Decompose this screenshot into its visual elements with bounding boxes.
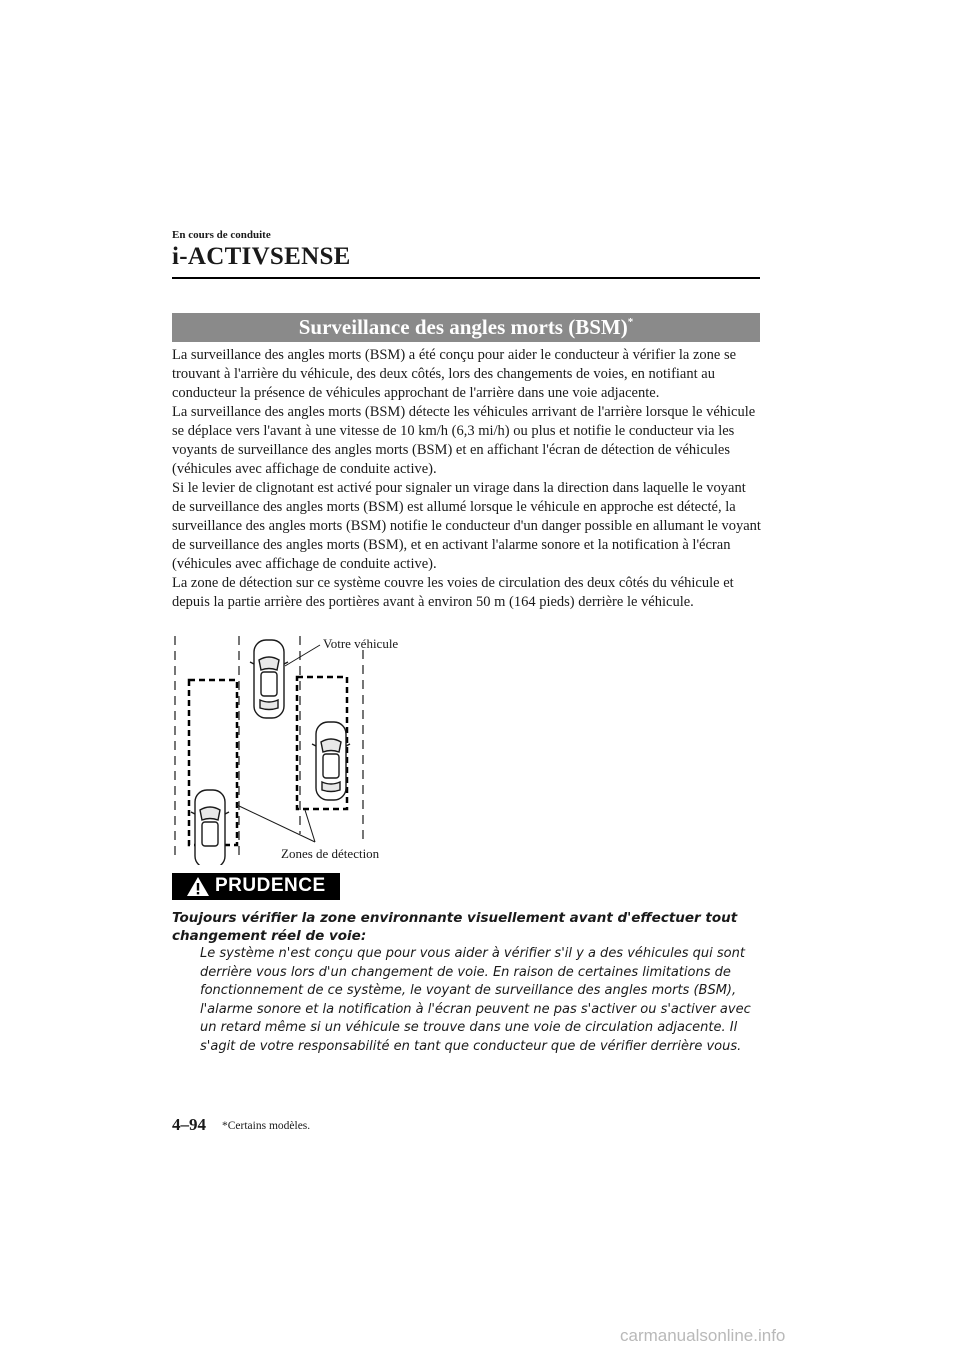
caution-text: Le système n'est conçu que pour vous aider à vérifier s'il y a des véhicules qui sont derrière vous lors d'un changement de voie. En raison de certaines limitations de fonctionnement de ce système, le voyant de surveillance des angles morts (BSM), l'alarme sonore et la notification à l'écran peuvent ne pas s'activer ou s'activer avec un retard même si un véhicule se trouve dans une voie de circulation adjacente. Il s'agit de votre responsabilité en tant que conducteur que de vérifier derrière vous.	[200, 946, 751, 1054]
section-label: En cours de conduite	[172, 229, 271, 241]
paragraph: La zone de détection sur ce système couvre les voies de circulation des deux côtés du véhicule et depuis la partie arrière des portières avant à environ 50 m (164 pieds) derrière le véhicule.	[172, 575, 734, 610]
rear-vehicle-right	[312, 722, 350, 800]
watermark: carmanualsonline.info	[620, 1326, 786, 1345]
label-detection-zones: Zones de détection	[281, 846, 380, 861]
title-text: Surveillance des angles morts (BSM)	[298, 315, 628, 339]
detection-zone-diagram	[165, 630, 415, 865]
title-marker: *	[627, 316, 634, 328]
warning-icon	[186, 876, 210, 897]
caution-label: PRUDENCE	[215, 875, 326, 896]
paragraph: La surveillance des angles morts (BSM) a été conçu pour aider le conducteur à vérifier la zone se trouvant à l'arrière du véhicule, des deux côtés, lors des changements de voies, en notifiant au conducteur la présence de véhicules approchant de l'arrière dans une voie adjacente.	[172, 347, 737, 401]
rear-vehicle-left	[191, 790, 229, 865]
label-your-vehicle: Votre véhicule	[323, 636, 399, 651]
your-vehicle	[250, 640, 288, 718]
paragraph: Si le levier de clignotant est activé pour signaler un virage dans la direction dans laquelle le voyant de surveillance des angles morts (BSM) est allumé lorsque le véhicule en approche est détecté, la surveillance des angles morts (BSM) notifie le conducteur d'un danger possible en allumant le voyant de surveillance des angles morts (BSM), et en activant l'alarme sonore et la notification à l'écran (véhicules avec affichage de conduite active).	[172, 480, 761, 572]
footnote: *Certains modèles.	[222, 1120, 311, 1132]
chapter-title: i-ACTIVSENSE	[172, 243, 351, 270]
header-rule	[172, 277, 760, 279]
paragraph: La surveillance des angles morts (BSM) détecte les véhicules arrivant de l'arrière lorsque le véhicule se déplace vers l'avant à une vitesse de 10 km/h (6,3 mi/h) ou plus et notifie le conducteur via les voyants de surveillance des angles morts (BSM) et en affichant l'écran de détection de véhicules (véhicules avec affichage de conduite active).	[172, 404, 756, 477]
caution-heading: Toujours vérifier la zone environnante visuellement avant d'effectuer tout changement réel de voie:	[172, 910, 738, 944]
body-text	[172, 346, 762, 612]
page-title	[172, 313, 760, 342]
caution-badge	[172, 873, 340, 900]
page-number: 4–94	[172, 1115, 206, 1134]
